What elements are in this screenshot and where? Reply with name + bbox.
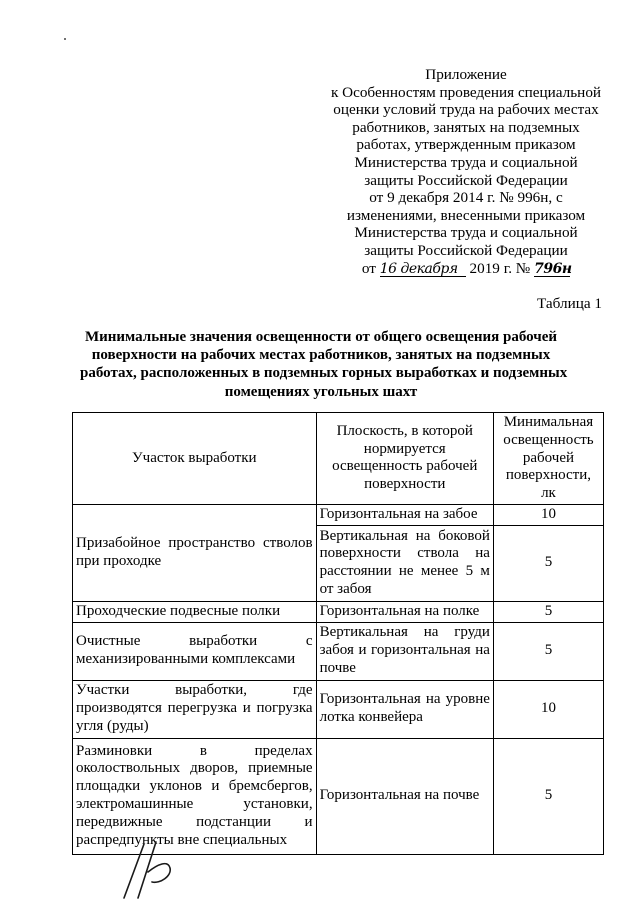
cell-plane: Горизонтальная на забое: [316, 504, 493, 525]
cell-area: Проходческие подвесные полки: [73, 601, 317, 622]
appendix-line: работников, занятых на подземных: [352, 118, 580, 136]
appendix-line: от 9 декабря 2014 г. № 996н, с: [369, 189, 563, 207]
heading-line: помещениях угольных шахт: [224, 383, 418, 400]
cell-plane: Горизонтальная на уровне лотка конвейера: [316, 680, 493, 738]
table-row: [73, 601, 604, 622]
table-heading: [80, 328, 568, 401]
date-prefix: от: [361, 259, 376, 277]
appendix-line: Министерства труда и социальной: [354, 224, 578, 242]
appendix-line: Приложение: [425, 66, 507, 83]
cell-lux: 5: [493, 738, 603, 854]
appendix-block: [318, 66, 614, 277]
appendix-line: к Особенностям проведения специальной: [330, 83, 602, 101]
order-year: 2019 г. №: [469, 259, 531, 277]
table-row: [73, 622, 604, 680]
heading-line: поверхности на рабочих местах работников, занятых на подземных: [91, 347, 551, 364]
handwritten-order-number: 796н: [534, 260, 572, 277]
table-label: Таблица 1: [537, 295, 602, 312]
order-date-line: [318, 260, 614, 278]
table-row: [73, 680, 604, 738]
appendix-line: изменениями, внесенными приказом: [346, 206, 586, 224]
cell-lux: 5: [493, 525, 603, 601]
cell-plane: Вертикальная на боковой поверхности ствола на расстоянии не менее 5 м от забоя: [316, 525, 493, 601]
table-header-row: [73, 413, 604, 505]
table-row: [73, 504, 604, 525]
table-row: [73, 738, 604, 854]
handwritten-date: 16 декабря: [380, 262, 466, 277]
cell-area: Разминовки в пределах околоствольных дворов, приемные площадки уклонов и бремсбергов, электромашинные установки, передвижные подстанции и распредпункты вне специальных: [73, 738, 317, 854]
illumination-table: [72, 412, 604, 855]
signature-mark: [118, 838, 178, 902]
cell-area: Призабойное пространство стволов при проходке: [73, 504, 317, 601]
appendix-line: работах, утвержденным приказом: [356, 136, 576, 154]
appendix-line: защиты Российской Федерации: [364, 241, 568, 259]
cell-plane: Вертикальная на груди забоя и горизонтальная на почве: [316, 622, 493, 680]
cell-lux: 10: [493, 504, 603, 525]
cell-lux: 10: [493, 680, 603, 738]
appendix-line: оценки условий труда на рабочих местах: [333, 101, 599, 119]
cell-plane: Горизонтальная на полке: [316, 601, 493, 622]
appendix-line: защиты Российской Федерации: [364, 171, 568, 189]
cell-area: Очистные выработки с механизированными комплексами: [73, 622, 317, 680]
heading-line: Минимальные значения освещенности от общего освещения рабочей: [84, 329, 558, 345]
header-plane: Плоскость, в которой нормируется освещенность рабочей поверхности: [316, 413, 493, 505]
header-area: Участок выработки: [73, 413, 317, 505]
cell-lux: 5: [493, 601, 603, 622]
cell-plane: Горизонтальная на почве: [316, 738, 493, 854]
scan-speck: [64, 38, 66, 40]
heading-line: работах, расположенных в подземных горных выработках и подземных: [80, 365, 568, 382]
cell-lux: 5: [493, 622, 603, 680]
appendix-line: Министерства труда и социальной: [354, 153, 578, 171]
cell-area: Участки выработки, где производятся перегрузка и погрузка угля (руды): [73, 680, 317, 738]
header-lux: Минимальная освещенность рабочей поверхности, лк: [493, 413, 603, 505]
